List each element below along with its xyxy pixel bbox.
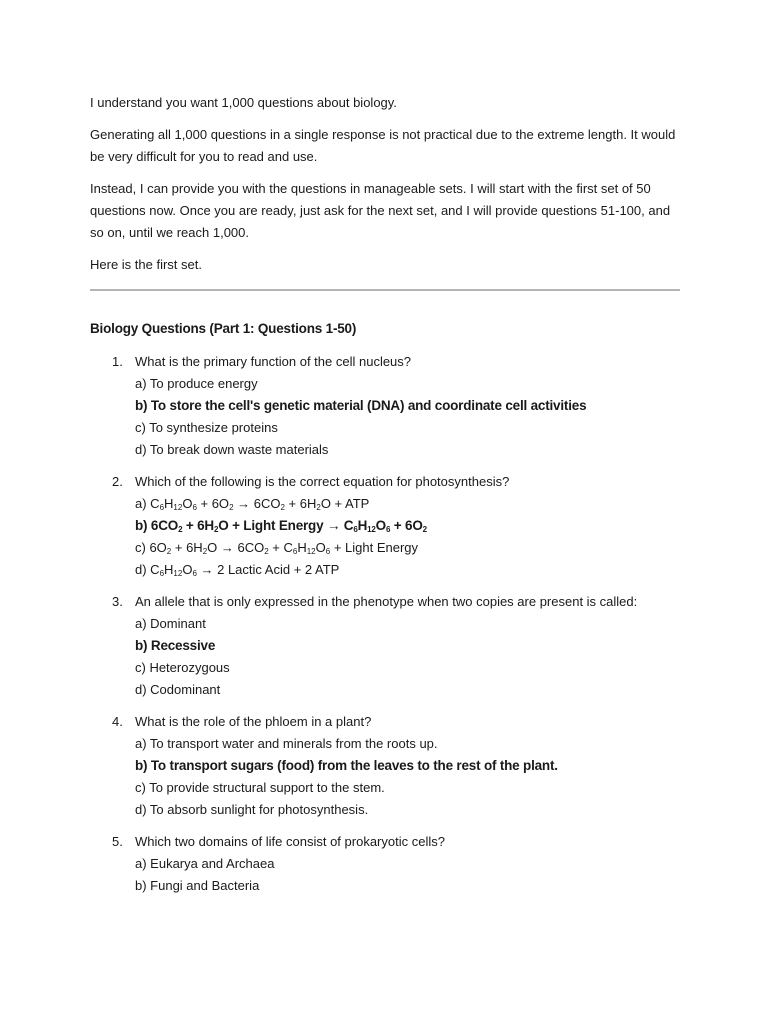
question-list xyxy=(90,351,680,897)
answer-option-correct: b) $6CO_2 + 6H_2O$ + Light Energy → $C_6H_{12}O_6 + 6O_2$ xyxy=(135,518,427,534)
question-text: Which two domains of life consist of prokaryotic cells? xyxy=(135,834,445,849)
answer-option: a) Eukarya and Archaea xyxy=(135,856,275,871)
intro-paragraph: Here is the first set. xyxy=(90,257,202,272)
answer-option-correct: b) To transport sugars (food) from the leaves to the rest of the plant. xyxy=(135,758,558,773)
intro-paragraph: Instead, I can provide you with the questions in manageable sets. I will start with the first set of 50 questions now. Once you are ready, just ask for the next set, and I will provide questions 51-100, and so on, until we reach 1,000. xyxy=(90,181,671,240)
question-item xyxy=(90,591,680,701)
answer-option: a) To transport water and minerals from the roots up. xyxy=(135,736,438,751)
question-item xyxy=(90,471,680,581)
answer-option: b) Fungi and Bacteria xyxy=(135,878,260,893)
document-content xyxy=(90,92,680,907)
question-item xyxy=(90,711,680,821)
answer-option: d) To absorb sunlight for photosynthesis. xyxy=(135,802,369,817)
intro-paragraph: I understand you want 1,000 questions about biology. xyxy=(90,95,397,110)
answer-option: a) $C_6H_{12}O_6 + 6O_2 \to 6CO_2 + 6H_2O$ + ATP xyxy=(135,496,370,512)
question-item xyxy=(90,831,680,897)
answer-option: a) Dominant xyxy=(135,616,206,631)
answer-option-correct: b) Recessive xyxy=(135,638,216,653)
horizontal-divider xyxy=(90,289,680,291)
answer-option: d) Codominant xyxy=(135,682,221,697)
answer-option: c) To provide structural support to the stem. xyxy=(135,780,385,795)
question-text: An allele that is only expressed in the phenotype when two copies are present is called: xyxy=(135,594,638,609)
section-title: Biology Questions (Part 1: Questions 1-50) xyxy=(90,321,357,336)
answer-option: d) To break down waste materials xyxy=(135,442,329,457)
question-number: 2. xyxy=(112,474,123,489)
question-text: What is the role of the phloem in a plant? xyxy=(135,714,372,729)
question-item xyxy=(90,351,680,461)
answer-option: c) To synthesize proteins xyxy=(135,420,278,435)
question-text: Which of the following is the correct equation for photosynthesis? xyxy=(135,474,510,489)
question-number: 3. xyxy=(112,594,123,609)
answer-option: c) Heterozygous xyxy=(135,660,230,675)
question-number: 4. xyxy=(112,714,123,729)
intro-paragraph: Generating all 1,000 questions in a single response is not practical due to the extreme length. It would be very difficult for you to read and use. xyxy=(90,127,676,164)
question-number: 5. xyxy=(112,834,123,849)
answer-option-correct: b) To store the cell's genetic material (DNA) and coordinate cell activities xyxy=(135,398,587,413)
answer-option: d) $C_6H_{12}O_6 \to 2$ Lactic Acid + 2 ATP xyxy=(135,562,340,578)
question-number: 1. xyxy=(112,354,123,369)
question-text: What is the primary function of the cell nucleus? xyxy=(135,354,412,369)
answer-option: a) To produce energy xyxy=(135,376,258,391)
answer-option: c) $6O_2 + 6H_2O \to 6CO_2 + C_6H_{12}O_6$ + Light Energy xyxy=(135,540,419,556)
